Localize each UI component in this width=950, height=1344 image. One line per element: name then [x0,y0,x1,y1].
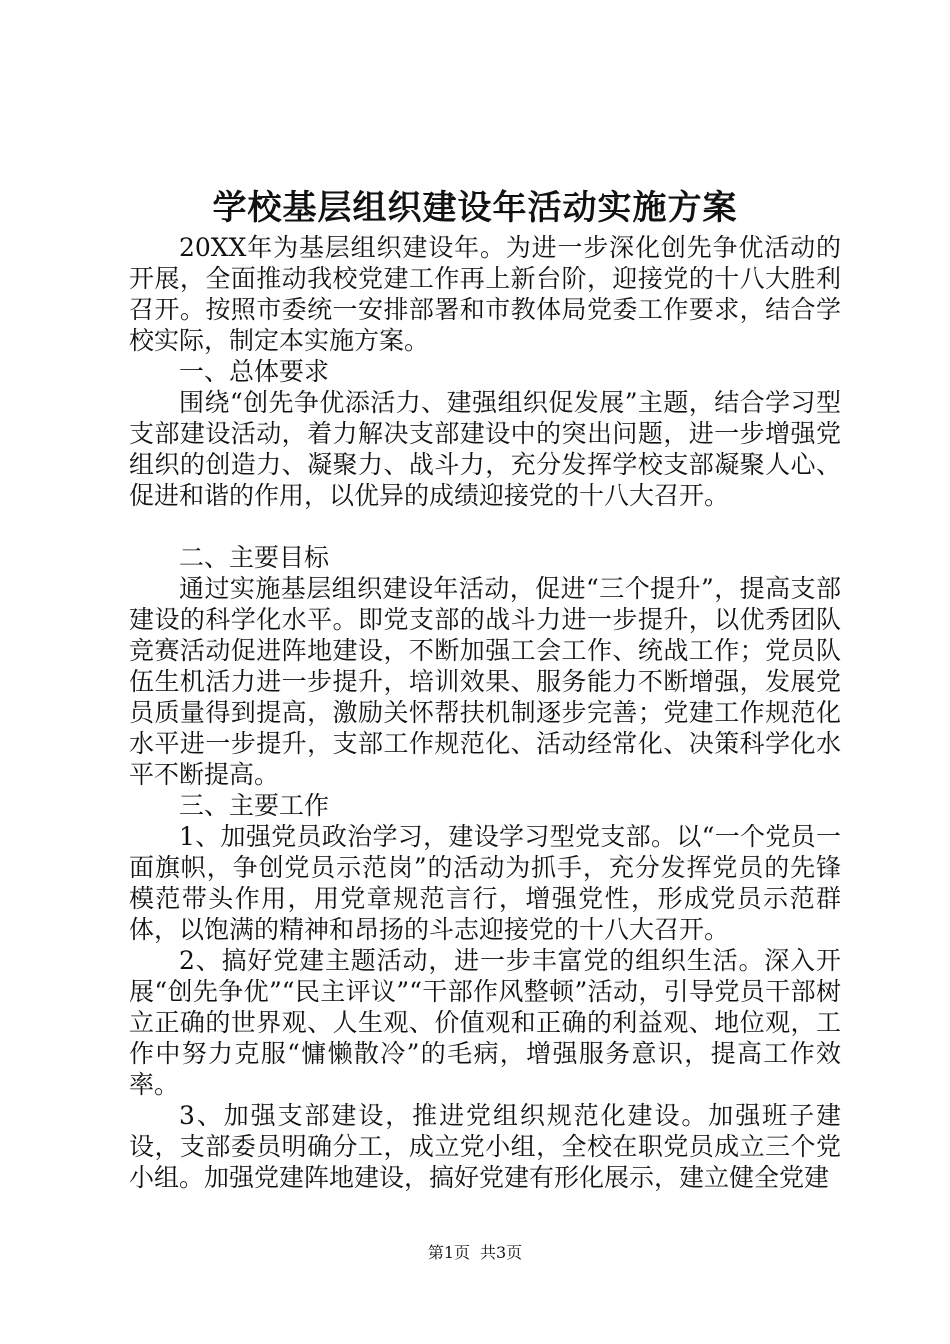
heading-general-requirements: 一、总体要求 [179,357,330,386]
paragraph-intro: 20XX年为基层组织建设年。为进一步深化创先争优活动的开展，全面推动我校党建工作再上新台阶，迎接党的十八大胜利召开。按照市委统一安排部署和市教体局党委工作要求，结合学校实际，制定本实施方案。 [129,233,841,355]
page-total: 共3页 [480,1243,523,1262]
paragraph-work-item-2: 2、搞好党建主题活动，进一步丰富党的组织生活。深入开展“创先争优”“民主评议”“干部作风整顿”活动，引导党员干部树立正确的世界观、人生观、价值观和正确的利益观、地位观，工作中努力克服“慵懒散冷”的毛病，增强服务意识，提高工作效率。 [129,946,841,1099]
document-title: 学校基层组织建设年活动实施方案 [212,188,738,228]
document-body [129,232,841,1193]
paragraph-work-item-1: 1、加强党员政治学习，建设学习型党支部。以“一个党员一面旗帜，争创党员示范岗”的活动为抓手，充分发挥党员的先锋模范带头作用，用党章规范言行，增强党性，形成党员示范群体，以饱满的精神和昂扬的斗志迎接党的十八大召开。 [129,822,841,944]
heading-main-goals: 二、主要目标 [179,543,330,572]
paragraph-main-goals: 通过实施基层组织建设年活动，促进“三个提升”，提高支部建设的科学化水平。即党支部的战斗力进一步提升，以优秀团队竞赛活动促进阵地建设，不断加强工会工作、统战工作；党员队伍生机活力进一步提升，培训效果、服务能力不断增强，发展党员质量得到提高，激励关怀帮扶机制逐步完善；党建工作规范化水平进一步提升，支部工作规范化、活动经常化、决策科学化水平不断提高。 [129,574,841,789]
paragraph-work-item-3: 3、加强支部建设，推进党组织规范化建设。加强班子建设，支部委员明确分工，成立党小组，全校在职党员成立三个党小组。加强党建阵地建设，搞好党建有形化展示，建立健全党建 [129,1101,841,1192]
page-footer [0,1243,950,1263]
paragraph-general-requirements: 围绕“创先争优添活力、建强组织促发展”主题，结合学习型支部建设活动，着力解决支部建设中的突出问题，进一步增强党组织的创造力、凝聚力、战斗力，充分发挥学校支部凝聚人心、促进和谐的作用，以优异的成绩迎接党的十八大召开。 [129,388,841,510]
heading-main-work: 三、主要工作 [179,791,330,820]
page-number: 第1页 [427,1243,470,1262]
